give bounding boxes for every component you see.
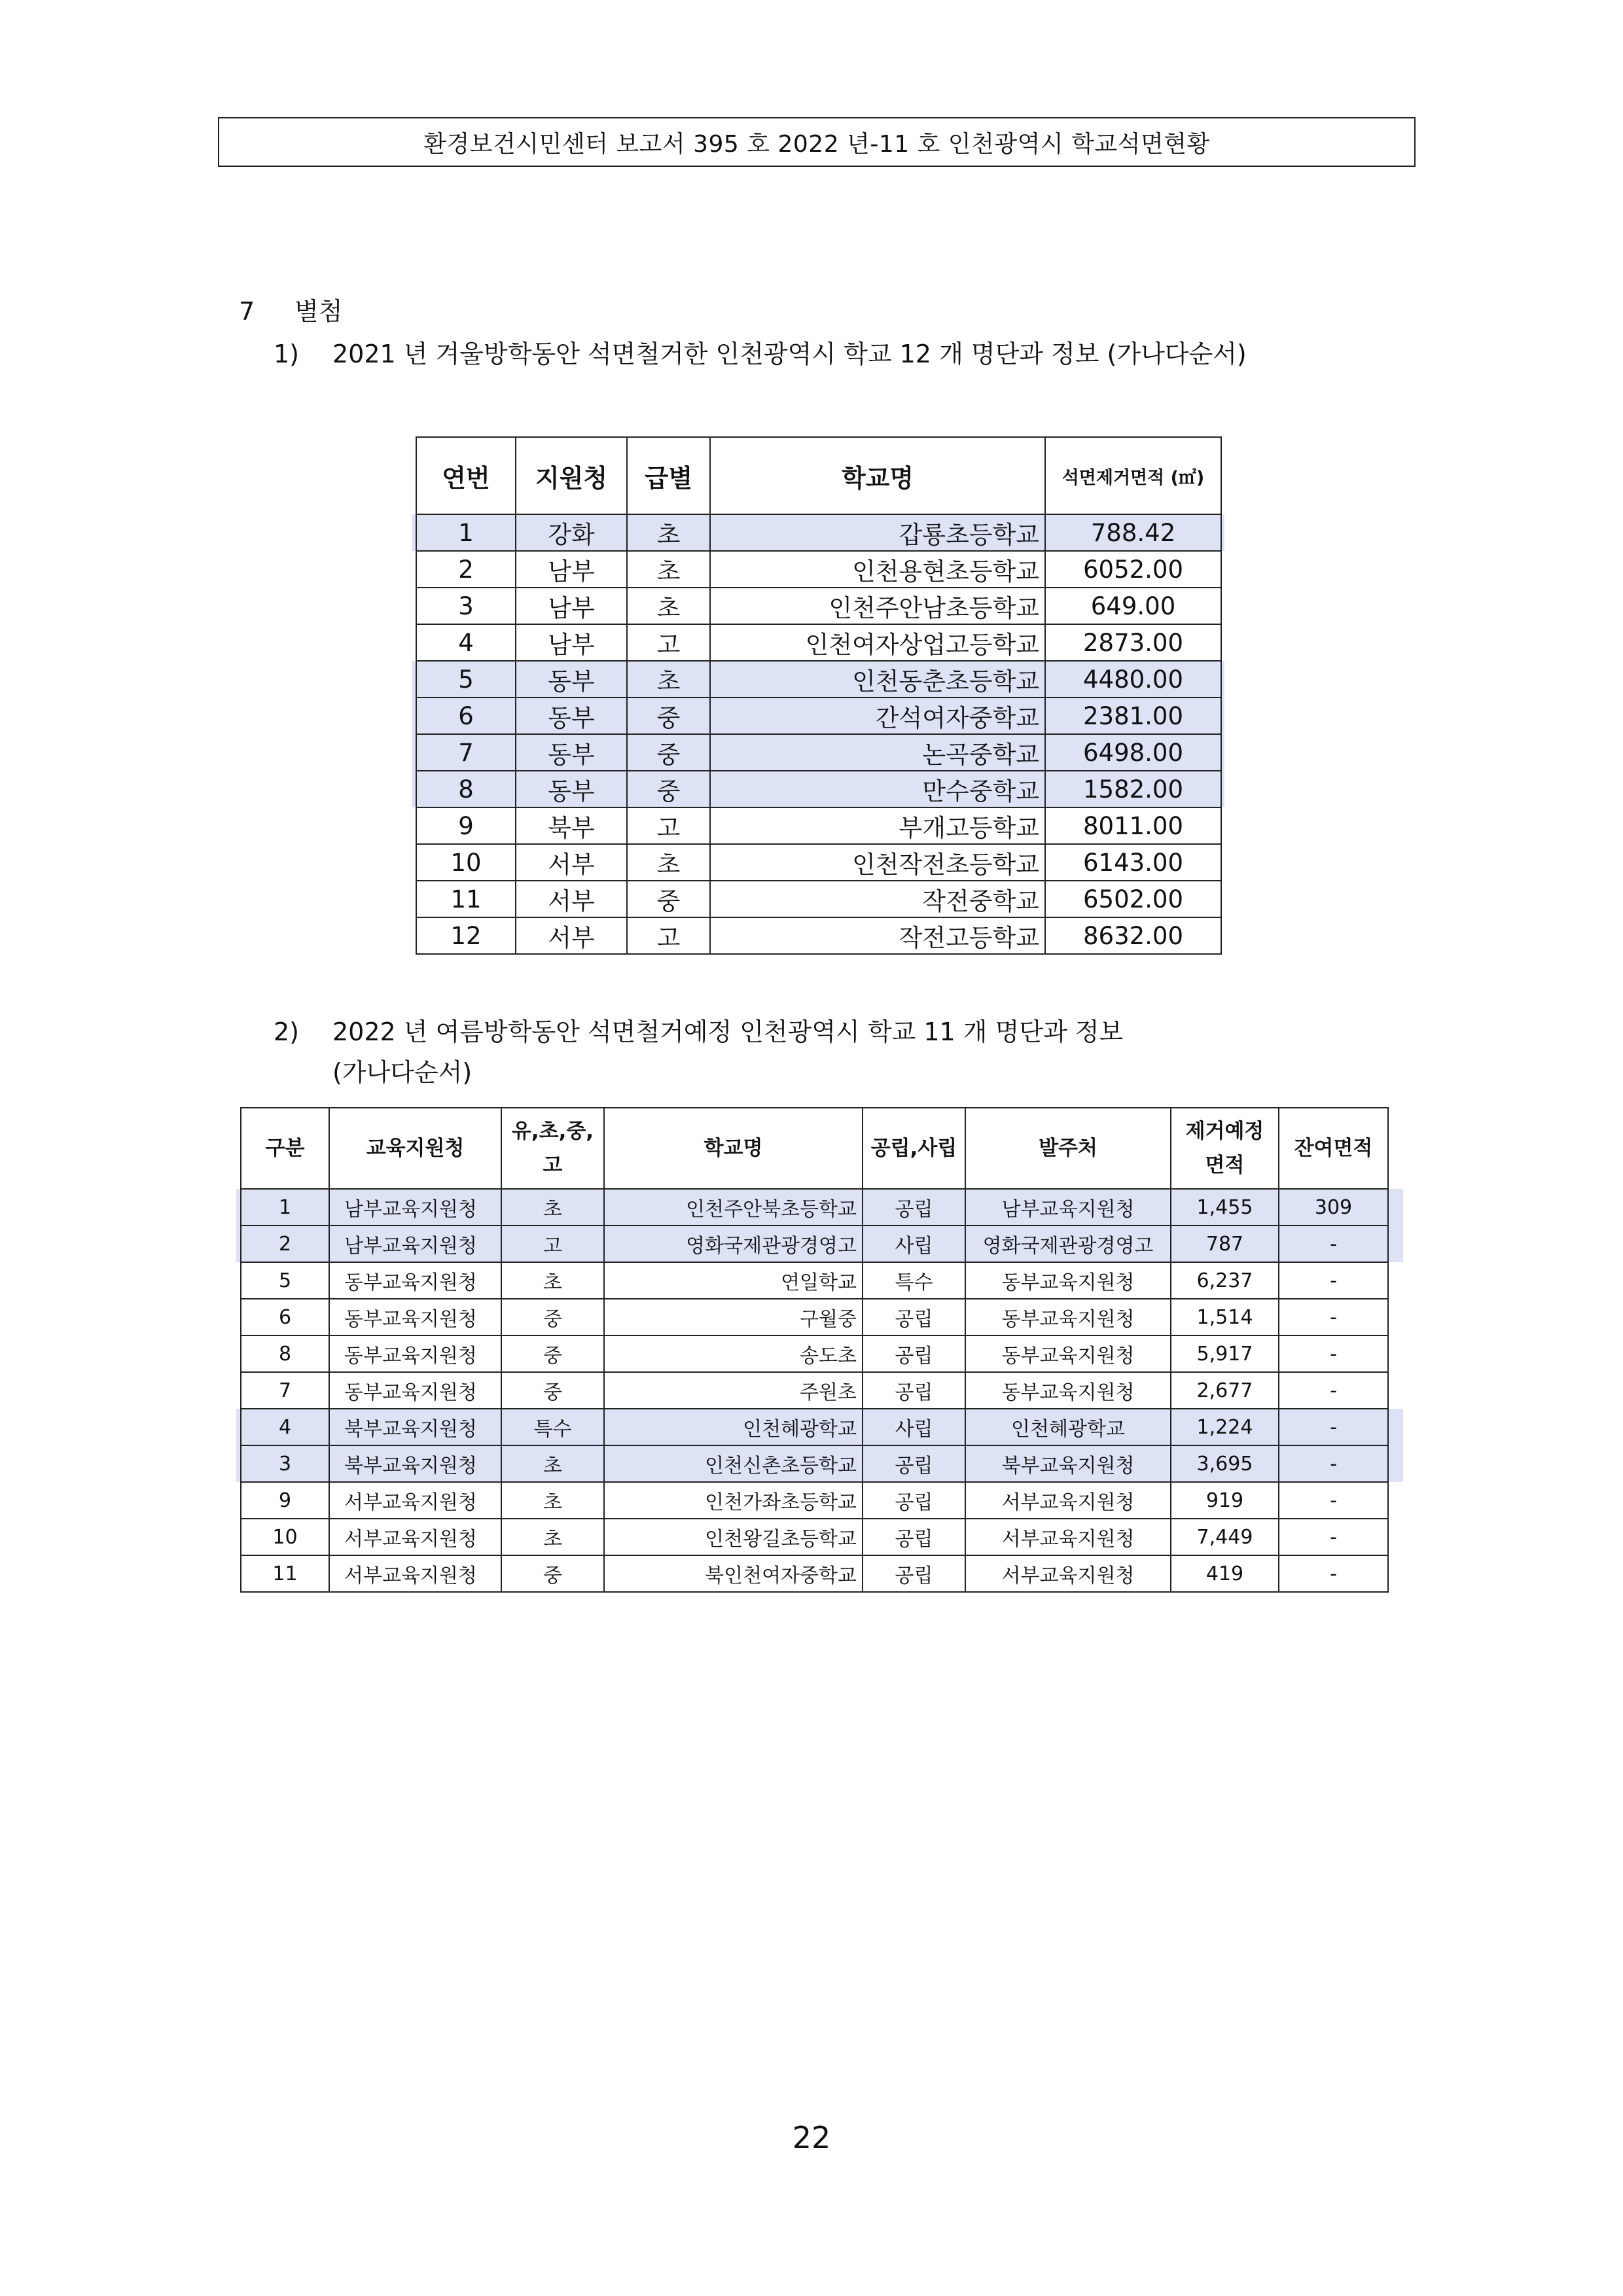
table-row: [241, 1519, 1388, 1555]
cell-planned-area: 419: [1171, 1555, 1279, 1592]
cell-remaining-area: -: [1279, 1519, 1388, 1555]
cell-school-level: 중: [501, 1335, 604, 1372]
cell-client: 서부교육지원청: [965, 1555, 1171, 1592]
cell-client: 서부교육지원청: [965, 1482, 1171, 1519]
cell-area: 4480.00: [1045, 661, 1221, 698]
cell-education-office: 동부교육지원청: [329, 1372, 501, 1409]
subsection-1-number: 1): [274, 340, 300, 368]
cell-category: 2: [241, 1226, 329, 1262]
cell-school-level: 중: [501, 1555, 604, 1592]
table-row: [416, 917, 1221, 954]
cell-category: 10: [241, 1519, 329, 1555]
cell-public-private: 공립: [863, 1482, 965, 1519]
table-row: [416, 661, 1221, 698]
cell-school: 만수중학교: [710, 771, 1045, 807]
cell-remaining-area: -: [1279, 1409, 1388, 1445]
header-remaining-area: 잔여면적: [1279, 1108, 1388, 1189]
cell-school: 인천여자상업고등학교: [710, 624, 1045, 661]
cell-planned-area: 6,237: [1171, 1262, 1279, 1299]
subsection-1-title: 2021 년 겨울방학동안 석면철거한 인천광역시 학교 12 개 명단과 정보 (가나다순서): [332, 340, 1247, 368]
cell-education-office: 북부교육지원청: [329, 1409, 501, 1445]
table-header-row: [416, 437, 1221, 514]
table-row: [241, 1409, 1388, 1445]
cell-public-private: 공립: [863, 1372, 965, 1409]
cell-serial: 10: [416, 844, 516, 881]
cell-category: 1: [241, 1189, 329, 1226]
cell-school: 인천동춘초등학교: [710, 661, 1045, 698]
cell-school-level: 초: [501, 1482, 604, 1519]
cell-school-level: 초: [501, 1519, 604, 1555]
cell-school: 작전중학교: [710, 881, 1045, 917]
cell-area: 788.42: [1045, 514, 1221, 551]
table-row: [416, 734, 1221, 771]
table-row: [241, 1299, 1388, 1335]
subsection-2-title-line2: (가나다순서): [332, 1058, 473, 1087]
cell-area: 8011.00: [1045, 807, 1221, 844]
table-row: [416, 514, 1221, 551]
cell-level: 초: [627, 514, 710, 551]
cell-school-level: 초: [501, 1189, 604, 1226]
table-header-row: [241, 1108, 1388, 1189]
cell-office: 서부: [516, 917, 627, 954]
header-education-office: 교육지원청: [329, 1108, 501, 1189]
cell-school-name: 구월중: [604, 1299, 863, 1335]
cell-serial: 9: [416, 807, 516, 844]
cell-remaining-area: -: [1279, 1262, 1388, 1299]
cell-education-office: 동부교육지원청: [329, 1262, 501, 1299]
cell-public-private: 공립: [863, 1299, 965, 1335]
cell-public-private: 사립: [863, 1226, 965, 1262]
cell-planned-area: 7,449: [1171, 1519, 1279, 1555]
cell-client: 영화국제관광경영고: [965, 1226, 1171, 1262]
cell-serial: 2: [416, 551, 516, 588]
header-planned-area-line1: 제거예정: [1185, 1120, 1264, 1143]
table-2022-planned-removal: [240, 1107, 1389, 1593]
table-row: [241, 1189, 1388, 1226]
header-planned-area: [1171, 1108, 1279, 1189]
cell-education-office: 북부교육지원청: [329, 1445, 501, 1482]
cell-serial: 3: [416, 588, 516, 624]
cell-school-level: 특수: [501, 1409, 604, 1445]
table-2021-removal: [416, 436, 1222, 955]
cell-level: 중: [627, 734, 710, 771]
cell-public-private: 공립: [863, 1189, 965, 1226]
cell-planned-area: 5,917: [1171, 1335, 1279, 1372]
cell-office: 동부: [516, 698, 627, 734]
cell-area: 8632.00: [1045, 917, 1221, 954]
cell-school: 인천주안남초등학교: [710, 588, 1045, 624]
cell-serial: 11: [416, 881, 516, 917]
cell-area: 6052.00: [1045, 551, 1221, 588]
header-category: 구분: [241, 1108, 329, 1189]
report-header: [218, 117, 1416, 167]
table-row: [241, 1262, 1388, 1299]
cell-serial: 5: [416, 661, 516, 698]
cell-remaining-area: -: [1279, 1445, 1388, 1482]
cell-level: 고: [627, 917, 710, 954]
cell-category: 4: [241, 1409, 329, 1445]
cell-school: 갑룡초등학교: [710, 514, 1045, 551]
cell-level: 고: [627, 807, 710, 844]
cell-client: 남부교육지원청: [965, 1189, 1171, 1226]
cell-public-private: 공립: [863, 1555, 965, 1592]
cell-serial: 6: [416, 698, 516, 734]
cell-planned-area: 3,695: [1171, 1445, 1279, 1482]
header-school-level: [501, 1108, 604, 1189]
cell-school: 부개고등학교: [710, 807, 1045, 844]
cell-level: 고: [627, 624, 710, 661]
header-serial: 연번: [416, 437, 516, 514]
cell-school-level: 중: [501, 1372, 604, 1409]
cell-school-level: 초: [501, 1445, 604, 1482]
table-row: [416, 881, 1221, 917]
cell-school-level: 초: [501, 1262, 604, 1299]
cell-education-office: 서부교육지원청: [329, 1519, 501, 1555]
cell-area: 6502.00: [1045, 881, 1221, 917]
cell-remaining-area: -: [1279, 1482, 1388, 1519]
table-row: [416, 698, 1221, 734]
report-header-title: 환경보건시민센터 보고서 395 호 2022 년-11 호 인천광역시 학교석면현황: [423, 130, 1210, 158]
cell-school: 논곡중학교: [710, 734, 1045, 771]
cell-school-name: 인천신촌초등학교: [604, 1445, 863, 1482]
cell-school: 인천용현초등학교: [710, 551, 1045, 588]
cell-education-office: 동부교육지원청: [329, 1335, 501, 1372]
header-client: 발주처: [965, 1108, 1171, 1189]
cell-planned-area: 919: [1171, 1482, 1279, 1519]
cell-remaining-area: -: [1279, 1372, 1388, 1409]
table-row: [241, 1372, 1388, 1409]
page-number: 22: [792, 2120, 831, 2155]
header-level: 급별: [627, 437, 710, 514]
cell-area: 6498.00: [1045, 734, 1221, 771]
cell-remaining-area: -: [1279, 1335, 1388, 1372]
cell-category: 6: [241, 1299, 329, 1335]
subsection-1-heading: [274, 334, 1247, 374]
cell-client: 동부교육지원청: [965, 1372, 1171, 1409]
cell-planned-area: 787: [1171, 1226, 1279, 1262]
cell-area: 1582.00: [1045, 771, 1221, 807]
cell-planned-area: 1,514: [1171, 1299, 1279, 1335]
cell-public-private: 공립: [863, 1445, 965, 1482]
cell-client: 동부교육지원청: [965, 1262, 1171, 1299]
cell-public-private: 공립: [863, 1519, 965, 1555]
cell-area: 2381.00: [1045, 698, 1221, 734]
cell-level: 초: [627, 588, 710, 624]
header-school-name: 학교명: [604, 1108, 863, 1189]
cell-school: 인천작전초등학교: [710, 844, 1045, 881]
cell-serial: 7: [416, 734, 516, 771]
table-row: [241, 1226, 1388, 1262]
cell-public-private: 특수: [863, 1262, 965, 1299]
cell-client: 서부교육지원청: [965, 1519, 1171, 1555]
cell-planned-area: 1,455: [1171, 1189, 1279, 1226]
header-area: 석면제거면적 (㎡): [1045, 437, 1221, 514]
header-planned-area-line2: 면적: [1205, 1154, 1245, 1177]
cell-client: 북부교육지원청: [965, 1445, 1171, 1482]
table-row: [241, 1335, 1388, 1372]
cell-school-level: 중: [501, 1299, 604, 1335]
section-title: 별첨: [294, 297, 343, 326]
header-school: 학교명: [710, 437, 1045, 514]
cell-education-office: 동부교육지원청: [329, 1299, 501, 1335]
cell-remaining-area: 309: [1279, 1189, 1388, 1226]
table-row: [241, 1445, 1388, 1482]
cell-category: 7: [241, 1372, 329, 1409]
subsection-2-number: 2): [274, 1017, 300, 1046]
cell-school: 작전고등학교: [710, 917, 1045, 954]
cell-education-office: 남부교육지원청: [329, 1189, 501, 1226]
table-row: [416, 844, 1221, 881]
cell-school-name: 주원초: [604, 1372, 863, 1409]
cell-serial: 8: [416, 771, 516, 807]
cell-area: 2873.00: [1045, 624, 1221, 661]
cell-client: 인천혜광학교: [965, 1409, 1171, 1445]
cell-education-office: 서부교육지원청: [329, 1482, 501, 1519]
table-row: [416, 551, 1221, 588]
cell-office: 서부: [516, 844, 627, 881]
cell-client: 동부교육지원청: [965, 1299, 1171, 1335]
cell-education-office: 서부교육지원청: [329, 1555, 501, 1592]
cell-level: 초: [627, 844, 710, 881]
cell-school-name: 인천왕길초등학교: [604, 1519, 863, 1555]
table-row: [416, 588, 1221, 624]
cell-school-name: 영화국제관광경영고: [604, 1226, 863, 1262]
cell-remaining-area: -: [1279, 1226, 1388, 1262]
cell-level: 초: [627, 661, 710, 698]
table-row: [416, 624, 1221, 661]
cell-school-name: 인천혜광학교: [604, 1409, 863, 1445]
header-office: 지원청: [516, 437, 627, 514]
cell-level: 중: [627, 698, 710, 734]
header-school-level-line1: 유,초,중,: [511, 1120, 594, 1143]
cell-school-name: 북인천여자중학교: [604, 1555, 863, 1592]
cell-remaining-area: -: [1279, 1299, 1388, 1335]
cell-office: 남부: [516, 624, 627, 661]
cell-area: 649.00: [1045, 588, 1221, 624]
cell-level: 중: [627, 881, 710, 917]
cell-category: 8: [241, 1335, 329, 1372]
cell-education-office: 남부교육지원청: [329, 1226, 501, 1262]
cell-school: 간석여자중학교: [710, 698, 1045, 734]
cell-serial: 12: [416, 917, 516, 954]
header-school-level-line2: 고: [543, 1154, 563, 1177]
cell-school-level: 고: [501, 1226, 604, 1262]
cell-category: 9: [241, 1482, 329, 1519]
cell-remaining-area: -: [1279, 1555, 1388, 1592]
cell-office: 동부: [516, 734, 627, 771]
cell-public-private: 공립: [863, 1335, 965, 1372]
section-number: 7: [239, 297, 255, 326]
cell-school-name: 인천가좌초등학교: [604, 1482, 863, 1519]
cell-school-name: 연일학교: [604, 1262, 863, 1299]
cell-office: 북부: [516, 807, 627, 844]
header-public-private: 공립,사립: [863, 1108, 965, 1189]
cell-office: 남부: [516, 551, 627, 588]
cell-level: 중: [627, 771, 710, 807]
cell-area: 6143.00: [1045, 844, 1221, 881]
table-row: [416, 771, 1221, 807]
cell-serial: 4: [416, 624, 516, 661]
cell-planned-area: 2,677: [1171, 1372, 1279, 1409]
cell-client: 동부교육지원청: [965, 1335, 1171, 1372]
cell-office: 서부: [516, 881, 627, 917]
table-row: [241, 1482, 1388, 1519]
cell-category: 3: [241, 1445, 329, 1482]
cell-category: 5: [241, 1262, 329, 1299]
subsection-2-title-line1: 2022 년 여름방학동안 석면철거예정 인천광역시 학교 11 개 명단과 정보: [332, 1017, 1124, 1046]
cell-office: 동부: [516, 661, 627, 698]
cell-level: 초: [627, 551, 710, 588]
cell-office: 남부: [516, 588, 627, 624]
table-row: [416, 807, 1221, 844]
cell-office: 동부: [516, 771, 627, 807]
cell-office: 강화: [516, 514, 627, 551]
cell-planned-area: 1,224: [1171, 1409, 1279, 1445]
cell-category: 11: [241, 1555, 329, 1592]
section-heading: [239, 291, 342, 327]
cell-school-name: 송도초: [604, 1335, 863, 1372]
cell-school-name: 인천주안북초등학교: [604, 1189, 863, 1226]
cell-serial: 1: [416, 514, 516, 551]
table-row: [241, 1555, 1388, 1592]
subsection-2-heading: [274, 1012, 1123, 1093]
cell-public-private: 사립: [863, 1409, 965, 1445]
